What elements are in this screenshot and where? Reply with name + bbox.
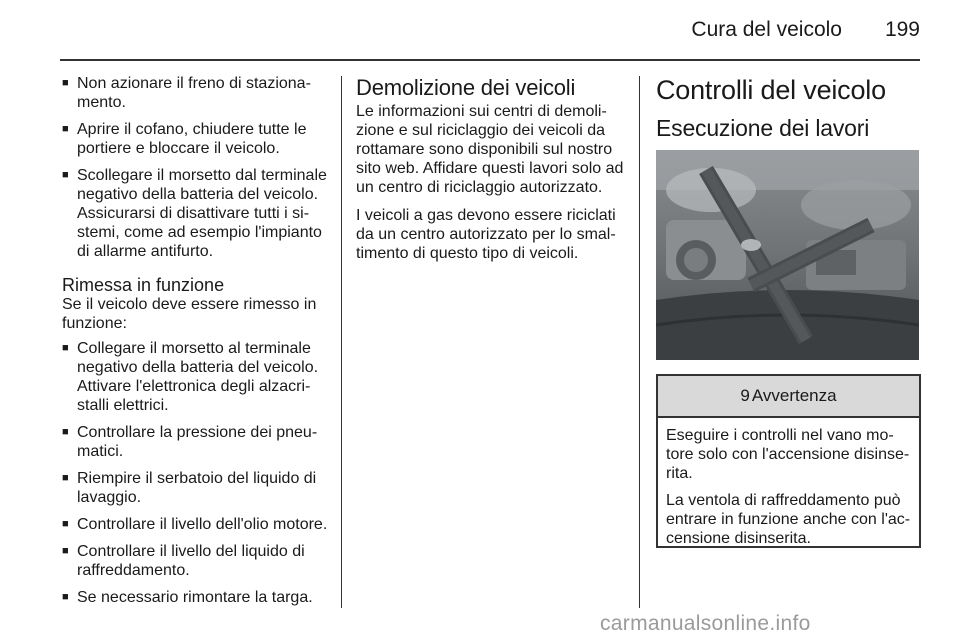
list-item: [62, 423, 330, 461]
bullet-list-restart: [62, 339, 330, 607]
column-2: [356, 74, 626, 263]
list-item-text: Controllare il livello dell'olio motore.: [77, 516, 328, 533]
bullet-icon: ■: [62, 123, 69, 135]
bullet-icon: ■: [62, 77, 69, 89]
warning-body: [658, 418, 919, 548]
list-item: [62, 588, 330, 607]
page-number: 199: [884, 18, 920, 41]
bullet-list-preparation: [62, 74, 330, 261]
list-item-text: Scollegare il morsetto dal terminale negativo della batteria del veicolo. Assicurarsi di disattivare tutti i si- stemi, come ad esempio l'impianto di allarme antifurto.: [77, 167, 327, 260]
heading-controlli: Controlli del veicolo: [656, 75, 886, 105]
bullet-icon: ■: [62, 472, 69, 484]
list-item-text: Riempire il serbatoio del liquido di lavaggio.: [77, 470, 317, 506]
column-3: [656, 74, 920, 142]
list-item-text: Aprire il cofano, chiudere tutte le portiere e bloccare il veicolo.: [77, 121, 307, 157]
header-divider: [60, 59, 920, 61]
bullet-icon: ■: [62, 169, 69, 181]
engine-bay-illustration: [656, 150, 919, 360]
list-item: [62, 515, 330, 534]
list-item: [62, 120, 330, 158]
page-header: [0, 0, 960, 62]
engine-bay-photo: [656, 150, 919, 360]
warning-box: [656, 374, 921, 548]
list-item-text: Controllare la pressione dei pneu- matici.: [77, 424, 318, 460]
paragraph-demolizione-2: I veicoli a gas devono essere riciclati da un centro autorizzato per lo smal- timento di questo tipo di veicoli.: [356, 207, 616, 262]
header-title: Cura del veicolo: [691, 18, 842, 41]
intro-text: Se il veicolo deve essere rimesso in funzione:: [62, 296, 317, 332]
column-1: [62, 74, 330, 615]
list-item-text: Collegare il morsetto al terminale negativo della batteria del veicolo. Attivare l'elettronica degli alzacri- stalli elettrici.: [77, 340, 319, 414]
warning-icon: 9: [740, 386, 750, 405]
list-item: [62, 74, 330, 112]
warning-header: [658, 376, 919, 418]
list-item-text: Non azionare il freno di staziona- mento.: [77, 75, 311, 111]
column-divider-1: [341, 76, 342, 608]
heading-demolizione: Demolizione dei veicoli: [356, 75, 576, 100]
list-item: [62, 166, 330, 261]
list-item: [62, 542, 330, 580]
subheading-esecuzione: Esecuzione dei lavori: [656, 115, 870, 141]
list-item-text: Se necessario rimontare la targa.: [77, 589, 313, 606]
bullet-icon: ■: [62, 545, 69, 557]
watermark: carmanualsonline.info: [600, 612, 811, 635]
subheading-rimessa: Rimessa in funzione: [62, 275, 225, 295]
bullet-icon: ■: [62, 342, 69, 354]
warning-paragraph-1: Eseguire i controlli nel vano mo- tore solo con l'accensione disinse- rita.: [666, 427, 910, 482]
list-item-text: Controllare il livello del liquido di raffreddamento.: [77, 543, 305, 579]
bullet-icon: ■: [62, 591, 69, 603]
column-divider-2: [639, 76, 640, 608]
warning-paragraph-2: La ventola di raffreddamento può entrare in funzione anche con l'ac- censione disinserita.: [666, 492, 911, 547]
paragraph-demolizione-1: Le informazioni sui centri di demoli- zione e sul riciclaggio dei veicoli da rottamare sono disponibili sul nostro sito web. Affidare questi lavori solo ad un centro di riciclaggio autorizzato.: [356, 103, 624, 196]
bullet-icon: ■: [62, 518, 69, 530]
list-item: [62, 339, 330, 415]
bullet-icon: ■: [62, 426, 69, 438]
list-item: [62, 469, 330, 507]
warning-title: Avvertenza: [751, 386, 837, 405]
